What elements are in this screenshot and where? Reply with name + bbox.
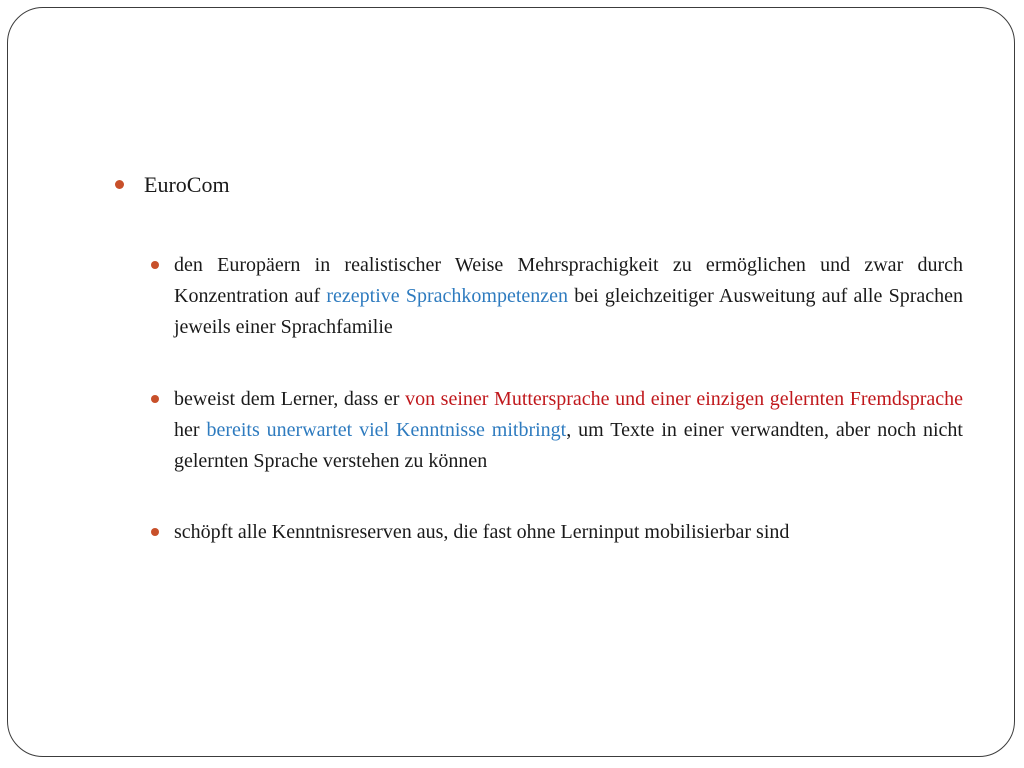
bullet-dot-icon	[151, 528, 159, 536]
item-text: schöpft alle Kenntnisreserven aus, die fast ohne Lerninput mobilisierbar sind	[174, 521, 790, 543]
item-text: beweist dem Lerner, dass er	[174, 388, 406, 410]
slide-frame	[7, 7, 1015, 757]
bullet-dot-icon	[115, 180, 124, 189]
item-text: den Europäern in realistischer Weise Mehrsprachigkeit zu ermöglichen und zwar durch Konzentration auf	[174, 254, 963, 307]
heading-eurocom: EuroCom	[144, 172, 230, 197]
list-item	[174, 384, 963, 477]
list-item	[174, 250, 963, 343]
highlight-blue-text: bereits unerwartet viel Kenntnisse mitbringt	[206, 419, 567, 441]
highlight-red-text: von seiner Muttersprache und einer einzigen gelernten Fremdsprache	[405, 388, 964, 410]
highlight-blue-text: rezeptive Sprachkompetenzen	[326, 285, 569, 307]
item-text: bei gleichzeitiger Ausweitung auf alle Sprachen jeweils einer Sprachfamilie	[174, 285, 964, 338]
bullet-dot-icon	[151, 395, 159, 403]
bullet-dot-icon	[151, 261, 159, 269]
list-item	[174, 517, 963, 548]
item-text: her	[174, 419, 207, 441]
item-text: , um Texte in einer verwandten, aber noch nicht gelernten Sprache verstehen zu können	[174, 419, 963, 472]
